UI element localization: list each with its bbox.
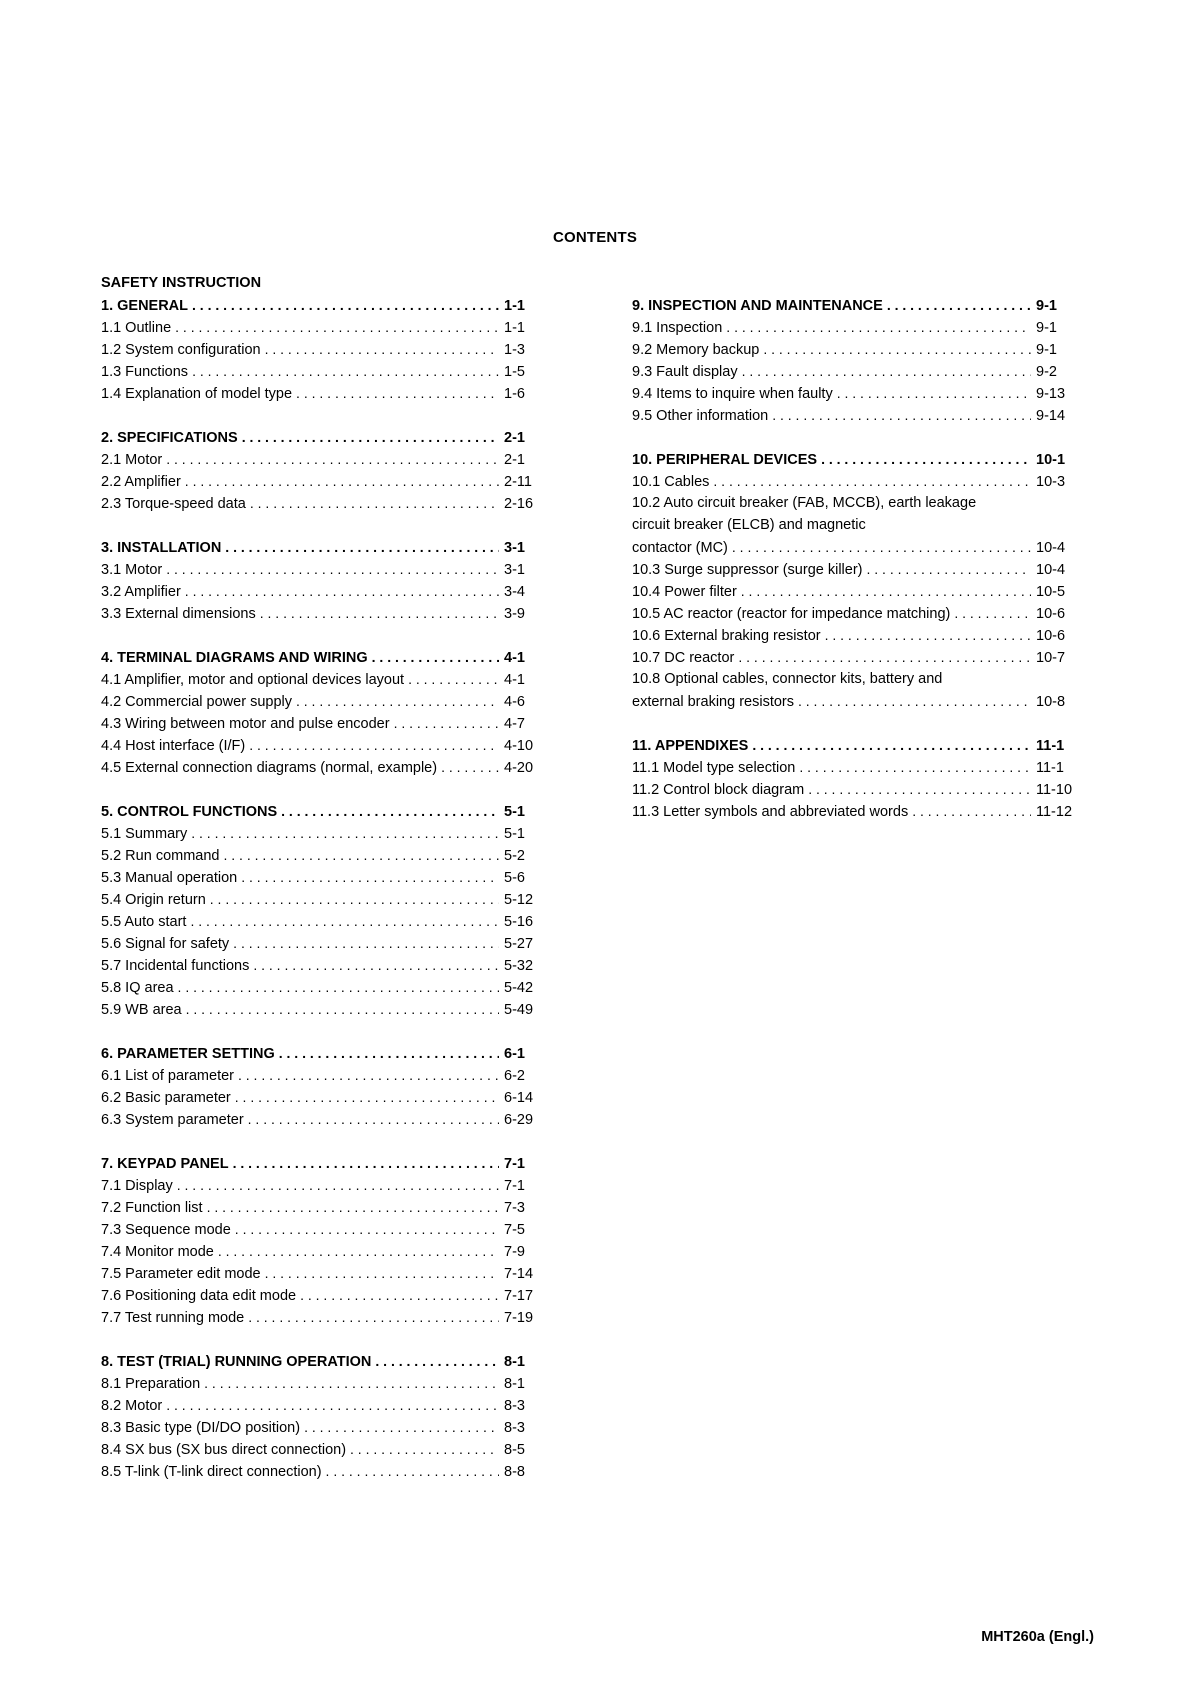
toc-entry[interactable] [101, 998, 546, 1020]
contents-right-column [632, 272, 1080, 844]
toc-section-5 [101, 800, 546, 1020]
dot-leader [742, 360, 1031, 382]
toc-title: 2.2 Amplifier [101, 474, 181, 490]
dot-leader [808, 778, 1031, 800]
toc-page: 10-4 [1036, 562, 1066, 578]
toc-entry[interactable] [101, 690, 546, 712]
toc-entry[interactable] [101, 470, 546, 492]
dot-leader [238, 1064, 499, 1086]
toc-entry[interactable] [101, 712, 546, 734]
toc-page: 7-14 [504, 1266, 534, 1282]
dot-leader [210, 888, 499, 910]
toc-title: 10.3 Surge suppressor (surge killer) [632, 562, 863, 578]
toc-title: 10.4 Power filter [632, 584, 737, 600]
dot-leader [190, 910, 499, 932]
toc-section-1 [101, 294, 546, 404]
toc-title: 8.5 T-link (T-link direct connection) [101, 1464, 322, 1480]
toc-page: 5-1 [504, 826, 525, 842]
dot-leader [296, 690, 499, 712]
toc-entry[interactable] [101, 316, 546, 338]
dot-leader [242, 426, 499, 448]
toc-entry[interactable] [632, 800, 1080, 822]
dot-leader [225, 536, 499, 558]
toc-title: 10.7 DC reactor [632, 650, 735, 666]
toc-title: 8.2 Motor [101, 1398, 163, 1414]
dot-leader [763, 338, 1031, 360]
toc-entry[interactable] [101, 1306, 546, 1328]
toc-page: 11-10 [1036, 782, 1073, 798]
toc-title: 1.4 Explanation of model type [101, 386, 293, 402]
toc-title: 10.6 External braking resistor [632, 628, 821, 644]
dot-leader [825, 624, 1031, 646]
toc-title: 7.7 Test running mode [101, 1310, 245, 1326]
toc-section-heading[interactable] [101, 294, 546, 316]
dot-leader [207, 1196, 499, 1218]
dot-leader [192, 294, 499, 316]
toc-page: 5-1 [504, 804, 525, 820]
toc-title: 5.4 Origin return [101, 892, 206, 908]
toc-entry[interactable] [101, 954, 546, 976]
dot-leader [204, 1372, 499, 1394]
dot-leader [821, 448, 1031, 470]
toc-page: 10-5 [1036, 584, 1066, 600]
dot-leader [837, 382, 1031, 404]
toc-entry[interactable] [101, 756, 546, 778]
toc-page: 8-3 [504, 1420, 525, 1436]
dot-leader [752, 734, 1031, 756]
toc-title: external braking resistors [632, 694, 794, 710]
dot-leader [326, 1460, 499, 1482]
dot-leader [249, 734, 499, 756]
toc-entry[interactable] [632, 316, 1080, 338]
toc-entry-continued[interactable]: circuit breaker (ELCB) and magnetic [632, 517, 866, 533]
toc-page: 9-13 [1036, 386, 1066, 402]
toc-page: 4-6 [504, 694, 525, 710]
toc-title: 8.1 Preparation [101, 1376, 201, 1392]
toc-title: 9.2 Memory backup [632, 342, 760, 358]
toc-entry[interactable] [632, 536, 1080, 558]
toc-page: 6-14 [504, 1090, 534, 1106]
toc-page: 5-32 [504, 958, 534, 974]
toc-title: 2.3 Torque-speed data [101, 496, 246, 512]
toc-section-heading[interactable] [632, 448, 1080, 470]
dot-leader [713, 470, 1031, 492]
dot-leader [192, 360, 499, 382]
toc-section-heading[interactable] [101, 646, 546, 668]
toc-entry[interactable] [101, 734, 546, 756]
toc-entry[interactable] [101, 1372, 546, 1394]
toc-entry[interactable] [632, 404, 1080, 426]
dot-leader [772, 404, 1031, 426]
dot-leader [191, 822, 499, 844]
toc-title: 9.3 Fault display [632, 364, 738, 380]
toc-entry[interactable] [101, 1438, 546, 1460]
dot-leader [394, 712, 499, 734]
toc-page: 1-5 [504, 364, 525, 380]
toc-entry[interactable] [101, 976, 546, 998]
toc-page: 7-1 [504, 1156, 525, 1172]
toc-title: 3. INSTALLATION [101, 540, 222, 556]
toc-page: 6-1 [504, 1046, 525, 1062]
toc-page: 7-9 [504, 1244, 525, 1260]
toc-entry[interactable] [101, 932, 546, 954]
toc-title: 4.2 Commercial power supply [101, 694, 292, 710]
toc-section-heading[interactable] [632, 294, 1080, 316]
toc-entry[interactable] [632, 778, 1080, 800]
toc-page: 5-6 [504, 870, 525, 886]
toc-title: 5.2 Run command [101, 848, 220, 864]
toc-section-heading[interactable] [101, 536, 546, 558]
toc-page: 9-2 [1036, 364, 1057, 380]
toc-entry[interactable] [101, 492, 546, 514]
toc-section-4 [101, 646, 546, 778]
toc-title: 11.1 Model type selection [632, 760, 796, 776]
toc-page: 10-6 [1036, 628, 1066, 644]
toc-page: 10-7 [1036, 650, 1066, 666]
page-title: CONTENTS [552, 229, 638, 246]
toc-page: 5-16 [504, 914, 534, 930]
dot-leader [265, 1262, 499, 1284]
toc-entry[interactable] [101, 1416, 546, 1438]
toc-title: 2.1 Motor [101, 452, 163, 468]
document-id: MHT260a (Engl.) [981, 1629, 1094, 1645]
toc-page: 5-12 [504, 892, 534, 908]
dot-leader [218, 1240, 499, 1262]
toc-entry[interactable] [101, 910, 546, 932]
toc-title: 6.1 List of parameter [101, 1068, 234, 1084]
toc-title: 8.3 Basic type (DI/DO position) [101, 1420, 301, 1436]
dot-leader [408, 668, 499, 690]
toc-title: 4.5 External connection diagrams (normal, example) [101, 760, 438, 776]
toc-title: 10. PERIPHERAL DEVICES [632, 452, 818, 468]
toc-entry[interactable] [101, 448, 546, 470]
toc-title: 6. PARAMETER SETTING [101, 1046, 275, 1062]
dot-leader [223, 844, 499, 866]
toc-title: 7.4 Monitor mode [101, 1244, 214, 1260]
toc-page: 4-1 [504, 672, 525, 688]
toc-entry[interactable] [101, 1284, 546, 1306]
toc-page: 7-5 [504, 1222, 525, 1238]
toc-entry-continued[interactable]: 10.2 Auto circuit breaker (FAB, MCCB), earth leakage [632, 495, 977, 511]
toc-title: 7.2 Function list [101, 1200, 203, 1216]
dot-leader [166, 1394, 499, 1416]
dot-leader [350, 1438, 499, 1460]
toc-title: 5.7 Incidental functions [101, 958, 250, 974]
dot-leader [741, 580, 1031, 602]
toc-title: 3.3 External dimensions [101, 606, 256, 622]
toc-page: 7-17 [504, 1288, 534, 1304]
toc-entry[interactable] [101, 1196, 546, 1218]
dot-leader [175, 316, 499, 338]
dot-leader [799, 756, 1031, 778]
toc-title: 5.8 IQ area [101, 980, 174, 996]
toc-entry[interactable] [101, 888, 546, 910]
toc-page: 5-42 [504, 980, 534, 996]
toc-page: 5-27 [504, 936, 534, 952]
dot-leader [185, 470, 499, 492]
toc-section-7 [101, 1152, 546, 1328]
dot-leader [887, 294, 1031, 316]
toc-page: 10-1 [1036, 452, 1066, 468]
dot-leader [296, 382, 499, 404]
dot-leader [250, 492, 499, 514]
toc-section-3 [101, 536, 546, 624]
toc-page: 2-1 [504, 452, 525, 468]
toc-section-heading[interactable] [101, 800, 546, 822]
toc-page: 8-5 [504, 1442, 525, 1458]
toc-title: 1.1 Outline [101, 320, 172, 336]
dot-leader [178, 976, 499, 998]
dot-leader [235, 1218, 499, 1240]
dot-leader [304, 1416, 499, 1438]
toc-page: 4-20 [504, 760, 534, 776]
toc-entry[interactable] [632, 756, 1080, 778]
dot-leader [281, 800, 499, 822]
toc-entry[interactable] [101, 1086, 546, 1108]
toc-title: 11. APPENDIXES [632, 738, 749, 754]
toc-title: 7.6 Positioning data edit mode [101, 1288, 297, 1304]
toc-page: 1-6 [504, 386, 525, 402]
toc-entry[interactable] [101, 668, 546, 690]
toc-entry[interactable] [101, 382, 546, 404]
toc-title: 11.3 Letter symbols and abbreviated words [632, 804, 909, 820]
toc-title: 9.4 Items to inquire when faulty [632, 386, 833, 402]
dot-leader [260, 602, 499, 624]
toc-page: 3-1 [504, 540, 525, 556]
toc-entry[interactable] [632, 690, 1080, 712]
toc-page: 9-1 [1036, 298, 1057, 314]
toc-title: 1.3 Functions [101, 364, 189, 380]
toc-page: 11-12 [1036, 804, 1073, 820]
toc-page: 3-4 [504, 584, 525, 600]
toc-page: 2-11 [504, 474, 532, 490]
dot-leader [233, 932, 499, 954]
toc-entry[interactable] [632, 382, 1080, 404]
toc-entry[interactable] [632, 470, 1080, 492]
toc-title: 5.5 Auto start [101, 914, 187, 930]
dot-leader [300, 1284, 499, 1306]
toc-page: 4-10 [504, 738, 534, 754]
toc-entry[interactable] [101, 1218, 546, 1240]
toc-title: 2. SPECIFICATIONS [101, 430, 238, 446]
toc-page: 6-29 [504, 1112, 534, 1128]
toc-entry[interactable] [101, 1262, 546, 1284]
toc-section-10 [632, 448, 1080, 712]
toc-title: 3.2 Amplifier [101, 584, 181, 600]
toc-section-heading[interactable] [101, 1152, 546, 1174]
toc-entry[interactable] [101, 360, 546, 382]
toc-entry[interactable] [101, 338, 546, 360]
toc-page: 11-1 [1036, 760, 1064, 776]
toc-title: 1.2 System configuration [101, 342, 261, 358]
toc-entry[interactable] [632, 360, 1080, 382]
toc-page: 4-1 [504, 650, 525, 666]
toc-entry[interactable] [632, 580, 1080, 602]
dot-leader [912, 800, 1031, 822]
toc-title: 4.1 Amplifier, motor and optional devices layout [101, 672, 405, 688]
toc-entry[interactable] [101, 1394, 546, 1416]
toc-page: 2-16 [504, 496, 534, 512]
dot-leader [253, 954, 499, 976]
dot-leader [186, 998, 499, 1020]
dot-leader [372, 646, 499, 668]
dot-leader [265, 338, 499, 360]
toc-title: 11.2 Control block diagram [632, 782, 805, 798]
toc-page: 1-1 [504, 298, 525, 314]
toc-title: 4.4 Host interface (I/F) [101, 738, 246, 754]
toc-section-6 [101, 1042, 546, 1130]
dot-leader [738, 646, 1031, 668]
toc-title: 7.5 Parameter edit mode [101, 1266, 261, 1282]
toc-entry[interactable] [632, 558, 1080, 580]
toc-title: 3.1 Motor [101, 562, 163, 578]
toc-page: 7-3 [504, 1200, 525, 1216]
toc-section-heading[interactable] [101, 1042, 546, 1064]
dot-leader [954, 602, 1031, 624]
toc-page: 8-1 [504, 1354, 525, 1370]
toc-title: 7.1 Display [101, 1178, 173, 1194]
toc-page: 9-1 [1036, 342, 1057, 358]
dot-leader [233, 1152, 499, 1174]
toc-entry[interactable] [101, 1460, 546, 1482]
toc-title: 8.4 SX bus (SX bus direct connection) [101, 1442, 347, 1458]
dot-leader [235, 1086, 499, 1108]
dot-leader [248, 1306, 499, 1328]
toc-page: 5-2 [504, 848, 525, 864]
dot-leader [375, 1350, 499, 1372]
contents-left-column [101, 272, 546, 1504]
toc-title: 9. INSPECTION AND MAINTENANCE [632, 298, 883, 314]
toc-section-heading[interactable] [101, 1350, 546, 1372]
toc-section-heading[interactable] [632, 734, 1080, 756]
toc-page: 10-8 [1036, 694, 1066, 710]
toc-page: 1-3 [504, 342, 525, 358]
toc-entry[interactable] [632, 646, 1080, 668]
toc-title: 5.6 Signal for safety [101, 936, 230, 952]
dot-leader [166, 448, 499, 470]
dot-leader [798, 690, 1031, 712]
toc-page: 3-1 [504, 562, 525, 578]
toc-title: 7. KEYPAD PANEL [101, 1156, 229, 1172]
toc-entry[interactable] [101, 602, 546, 624]
toc-entry[interactable] [632, 338, 1080, 360]
toc-title: 5.9 WB area [101, 1002, 182, 1018]
toc-entry[interactable] [101, 1240, 546, 1262]
toc-page: 7-1 [504, 1178, 525, 1194]
toc-entry[interactable] [101, 1174, 546, 1196]
dot-leader [241, 866, 499, 888]
toc-section-11 [632, 734, 1080, 822]
toc-entry-continued[interactable]: 10.8 Optional cables, connector kits, battery and [632, 671, 943, 687]
toc-title: contactor (MC) [632, 540, 728, 556]
dot-leader [248, 1108, 499, 1130]
toc-page: 10-4 [1036, 540, 1066, 556]
toc-entry[interactable] [101, 1064, 546, 1086]
toc-title: 5. CONTROL FUNCTIONS [101, 804, 278, 820]
toc-entry[interactable] [632, 624, 1080, 646]
toc-section-heading[interactable] [101, 426, 546, 448]
toc-title: 9.5 Other information [632, 408, 769, 424]
toc-page: 5-49 [504, 1002, 534, 1018]
toc-title: 6.3 System parameter [101, 1112, 244, 1128]
toc-page: 3-9 [504, 606, 525, 622]
toc-page: 1-1 [504, 320, 525, 336]
toc-title: 5.1 Summary [101, 826, 188, 842]
toc-page: 7-19 [504, 1310, 534, 1326]
safety-instruction-heading: SAFETY INSTRUCTION [101, 275, 262, 291]
toc-title: 10.5 AC reactor (reactor for impedance matching) [632, 606, 951, 622]
toc-title: 4. TERMINAL DIAGRAMS AND WIRING [101, 650, 368, 666]
dot-leader [279, 1042, 499, 1064]
toc-entry[interactable] [632, 602, 1080, 624]
toc-page: 10-3 [1036, 474, 1066, 490]
toc-entry[interactable] [101, 844, 546, 866]
toc-title: 1. GENERAL [101, 298, 189, 314]
toc-entry[interactable] [101, 580, 546, 602]
toc-title: 5.3 Manual operation [101, 870, 238, 886]
toc-title: 6.2 Basic parameter [101, 1090, 231, 1106]
toc-page: 11-1 [1036, 738, 1065, 754]
toc-section-9 [632, 294, 1080, 426]
dot-leader [441, 756, 499, 778]
dot-leader [732, 536, 1031, 558]
toc-title: 8. TEST (TRIAL) RUNNING OPERATION [101, 1354, 372, 1370]
toc-entry[interactable] [101, 822, 546, 844]
toc-page: 8-3 [504, 1398, 525, 1414]
toc-page: 9-14 [1036, 408, 1066, 424]
dot-leader [166, 558, 499, 580]
toc-title: 9.1 Inspection [632, 320, 723, 336]
dot-leader [726, 316, 1031, 338]
toc-entry[interactable] [101, 866, 546, 888]
dot-leader [867, 558, 1032, 580]
dot-leader [185, 580, 499, 602]
dot-leader [177, 1174, 499, 1196]
toc-page: 8-1 [504, 1376, 525, 1392]
toc-section-8 [101, 1350, 546, 1482]
toc-title: 4.3 Wiring between motor and pulse encoder [101, 716, 390, 732]
toc-page: 10-6 [1036, 606, 1066, 622]
toc-section-2 [101, 426, 546, 514]
toc-page: 9-1 [1036, 320, 1057, 336]
toc-entry[interactable] [101, 1108, 546, 1130]
toc-page: 8-8 [504, 1464, 525, 1480]
toc-title: 10.1 Cables [632, 474, 710, 490]
toc-entry[interactable] [101, 558, 546, 580]
toc-title: 7.3 Sequence mode [101, 1222, 231, 1238]
toc-page: 2-1 [504, 430, 525, 446]
toc-page: 4-7 [504, 716, 525, 732]
toc-page: 6-2 [504, 1068, 525, 1084]
